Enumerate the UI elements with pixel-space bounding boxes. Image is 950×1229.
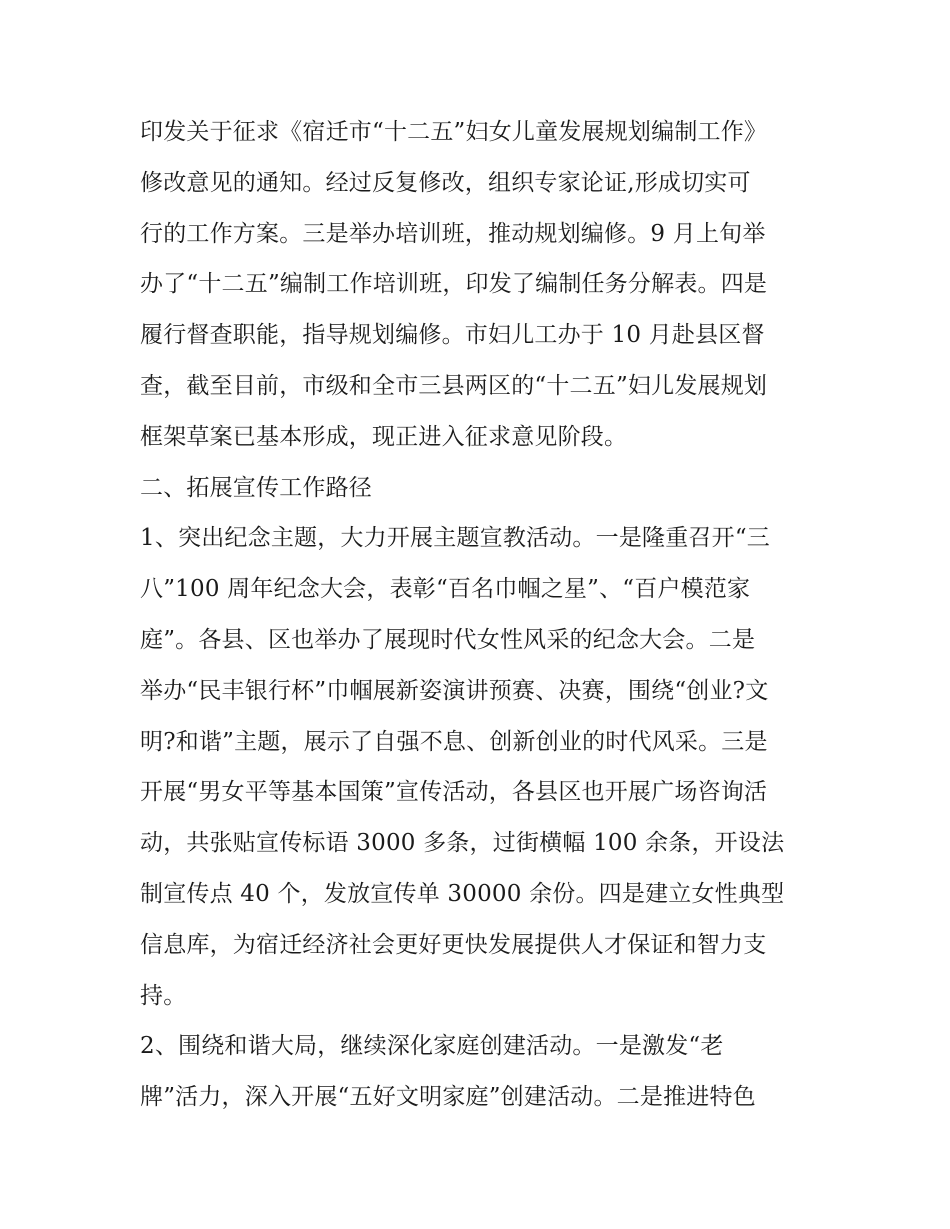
text-line: 2、围绕和谐大局，继续深化家庭创建活动。一是激发“老: [140, 1033, 724, 1060]
text-line: 开展“男女平等基本国策”宣传活动，各县区也开展广场咨询活: [140, 779, 768, 806]
text-line: 牌”活力，深入开展“五好文明家庭”创建活动。二是推进特色: [140, 1084, 756, 1111]
text-line: 行的工作方案。三是举办培训班，推动规划编修。9 月上旬举: [140, 220, 766, 247]
text-line: 信息库，为宿迁经济社会更好更快发展提供人才保证和智力支: [140, 931, 767, 958]
text-line: 明?和谐”主题，展示了自强不息、创新创业的时代风采。三是: [140, 728, 768, 755]
text-line: 制宣传点 40 个，发放宣传单 30000 余份。四是建立女性典型: [140, 880, 785, 907]
document-body: [140, 107, 830, 1123]
text-line: 框架草案已基本形成，现正进入征求意见阶段。: [140, 423, 628, 450]
text-line: 印发关于征求《宿迁市“十二五”妇女儿童发展规划编制工作》: [140, 119, 768, 145]
text-line: 庭”。各县、区也举办了展现时代女性风采的纪念大会。二是: [140, 626, 756, 653]
text-line: 持。: [140, 982, 187, 1009]
text-line: 查，截至目前，市级和全市三县两区的“十二五”妇儿发展规划: [140, 372, 768, 399]
text-line: 动，共张贴宣传标语 3000 多条，过街横幅 100 余条，开设法: [140, 830, 785, 857]
text-line: 办了“十二五”编制工作培训班，印发了编制任务分解表。四是: [140, 271, 768, 298]
section-heading: 二、拓展宣传工作路径: [140, 474, 372, 501]
text-line: 修改意见的通知。经过反复修改，组织专家论证,形成切实可: [140, 169, 751, 196]
text-line: 1、突出纪念主题，大力开展主题宣教活动。一是隆重召开“三: [140, 525, 770, 552]
text-line: 履行督查职能，指导规划编修。市妇儿工办于 10 月赴县区督: [140, 322, 765, 349]
text-line: 八”100 周年纪念大会，表彰“百名巾帼之星”、“百户模范家: [140, 576, 751, 603]
text-line: 举办“民丰银行杯”巾帼展新姿演讲预赛、决赛，围绕“创业?文: [140, 677, 769, 704]
